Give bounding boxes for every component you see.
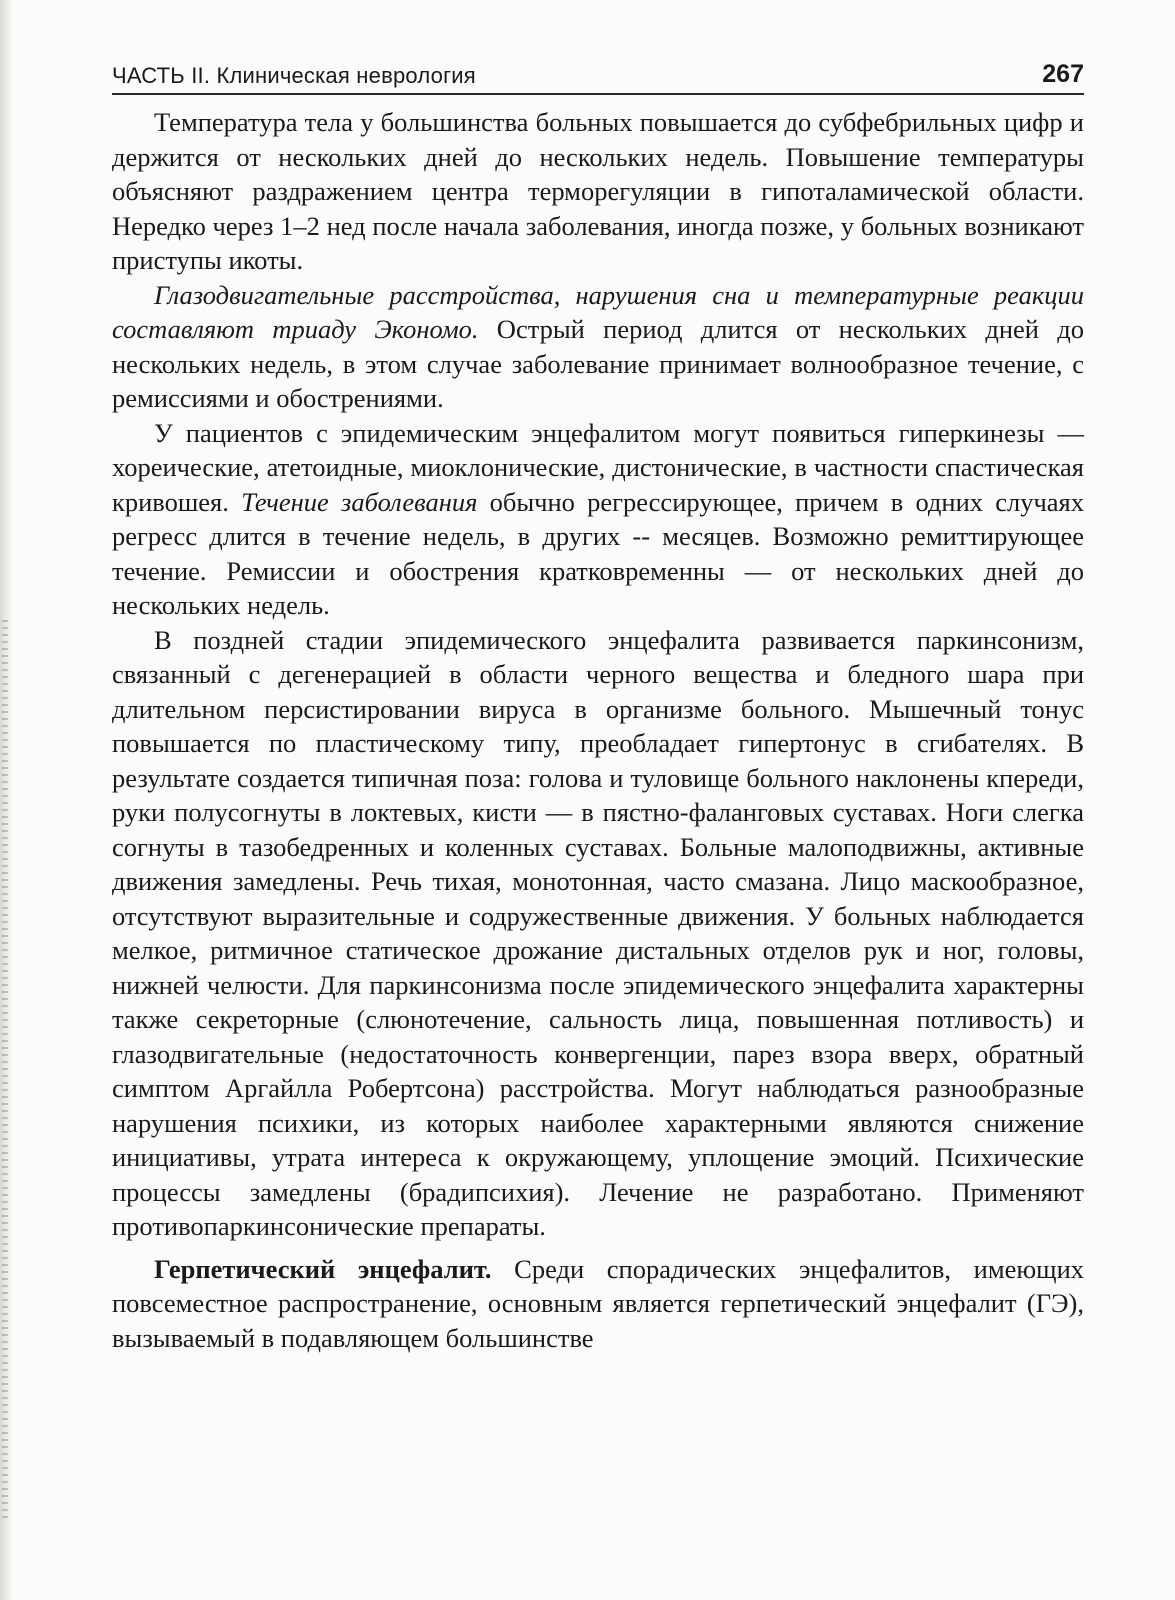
paragraph-hyperkinesis <box>112 416 1084 623</box>
paragraph-text: Острый период длится от нескольких дней до нескольких недель, в этом случае заболевание принимает волнообразное течение, с ремиссиями и обострениями. <box>112 314 1084 413</box>
page-number: 267 <box>1042 60 1084 88</box>
paragraph-parkinsonism <box>112 623 1084 1244</box>
paragraph-text: У пациентов с эпидемическим энцефалитом могут появиться гиперкинезы — хореические, атетоидные, миоклонические, дистонические, в частности спастическая кривошея. <box>112 417 1084 517</box>
paragraph-text: В поздней стадии эпидемического энцефалита развивается паркинсонизм, связанный с дегенерацией в области черного вещества и бледного шара при длительном персистировании вируса в организме больного. Мышечный тонус повышается по пластическому типу, преобладает гипертонус в сгибателях. В результате создается типичная поза: голова и туловище больного наклонены кпереди, руки полусогнуты в локтевых, кисти — в пястно-фаланговых суставах. Ноги слегка согнуты в тазобедренных и коленных суставах. Больные малоподвижны, активные движения замедлены. Речь тихая, монотонная, часто смазана. Лицо маскообразное, отсутствуют выразительные и содружественные движения. У больных наблюдается мелкое, ритмичное статическое дрожание дистальных отделов рук и ног, головы, нижней челюсти. Для паркинсонизма после эпидемического энцефалита характерны также секреторные (слюнотечение, сальность лица, повышенная потливость) и глазодвигательные (недостаточность конвергенции, парез взора вверх, обратный симптом Аргайлла Робертсона) расстройства. Могут наблюдаться разнообразные нарушения психики, из которых наиболее характерными являются снижение инициативы, утрата интереса к окружающему, уплощение эмоций. Психические процессы замедлены (брадипсихия). Лечение не разработано. Применяют противопаркинсонические препараты. <box>112 624 1084 1241</box>
scan-artifact <box>2 620 8 1520</box>
running-header <box>112 60 1084 95</box>
paragraph-herpetic-encephalitis <box>112 1252 1084 1356</box>
italic-emphasis: Течение заболевания <box>241 486 478 517</box>
paragraph-text: Среди спорадических энцефалитов, имеющих повсеместное распространение, основным является герпетический энцефалит (ГЭ), вызываемый в подавляющем большинстве <box>112 1253 1084 1353</box>
paragraph-text: обычно регрессирующее, причем в одних случаях регресс длится в течение недель, в других -- месяцев. Возможно ремиттирующее течение. Ремиссии и обострения кратковременны — от нескольких дней до нескольких недель. <box>112 486 1084 620</box>
paragraph-economo-triad <box>112 278 1084 416</box>
italic-emphasis: Глазодвигательные расстройства, нарушения сна и температурные реакции составляют триаду Экономо. <box>112 279 1084 344</box>
paragraph-text: Температура тела у большинства больных повышается до субфебрильных цифр и держится от нескольких дней до нескольких недель. Повышение температуры объясняют раздражением центра терморегуляции в гипоталамической области. Нередко через 1–2 нед после начала заболевания, иногда позже, у больных возникают приступы икоты. <box>112 107 1084 275</box>
paragraph-temperature <box>112 105 1084 278</box>
body-text <box>112 105 1084 1355</box>
section-run-in-heading: Герпетический энцефалит. <box>154 1253 492 1284</box>
running-title: ЧАСТЬ II. Клиническая неврология <box>112 63 476 88</box>
book-page <box>112 60 1084 1355</box>
